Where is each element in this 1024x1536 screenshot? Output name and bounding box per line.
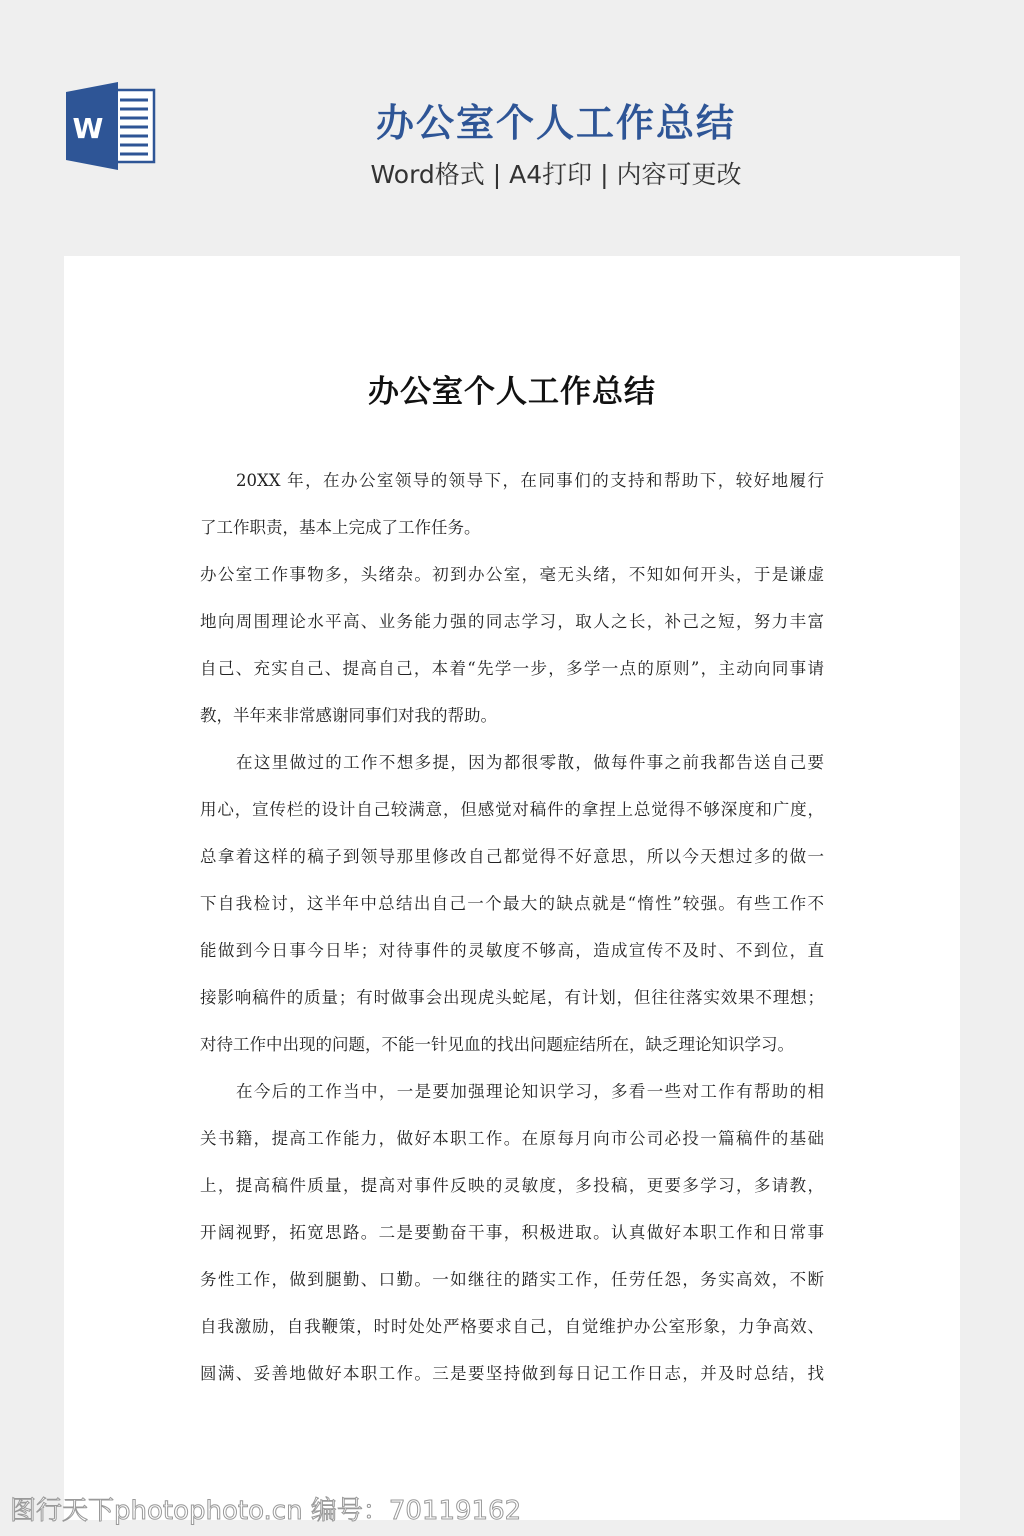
text-line: 上，提高稿件质量，提高对事件反映的灵敏度，多投稿，更要多学习，多请教， [200, 1176, 824, 1195]
word-icon-letter: W [72, 112, 104, 145]
text-line: 对待工作中出现的问题，不能一针见血的找出问题症结所在，缺乏理论知识学习。 [200, 1035, 794, 1054]
text-line: 关书籍，提高工作能力，做好本职工作。在原每月向市公司必投一篇稿件的基础 [200, 1129, 824, 1148]
text-line: 在这里做过的工作不想多提，因为都很零散，做每件事之前我都告送自己要 [236, 753, 824, 772]
text-line: 用心，宣传栏的设计自己较满意，但感觉对稿件的拿捏上总觉得不够深度和广度， [200, 800, 824, 819]
text-line: 自我激励，自我鞭策，时时处处严格要求自己，自觉维护办公室形象，力争高效、 [200, 1317, 824, 1336]
header-subtitle: Word格式 | A4打印 | 内容可更改 [370, 160, 742, 189]
text-line: 总拿着这样的稿子到领导那里修改自己都觉得不好意思，所以今天想过多的做一 [200, 847, 824, 866]
text-line: 下自我检讨，这半年中总结出自己一个最大的缺点就是“惰性”较强。有些工作不 [200, 894, 824, 913]
document-page [64, 256, 960, 1520]
header-title: 办公室个人工作总结 [375, 101, 736, 145]
text-line: 教，半年来非常感谢同事们对我的帮助。 [200, 706, 497, 725]
text-line: 圆满、妥善地做好本职工作。三是要坚持做到每日记工作日志，并及时总结，找 [200, 1364, 824, 1383]
paragraph [200, 1079, 824, 1408]
text-line: 了工作职责，基本上完成了工作任务。 [200, 518, 481, 537]
text-line: 务性工作，做到腿勤、口勤。一如继往的踏实工作，任劳任怨，务实高效，不断 [200, 1270, 824, 1289]
word-document-icon [64, 82, 156, 170]
text-line: 办公室工作事物多，头绪杂。初到办公室，毫无头绪，不知如何开头，于是谦虚 [200, 565, 824, 584]
text-line: 20XX 年，在办公室领导的领导下，在同事们的支持和帮助下，较好地履行 [236, 471, 824, 490]
document-body [200, 468, 824, 1408]
text-line: 能做到今日事今日毕；对待事件的灵敏度不够高，造成宣传不及时、不到位，直 [200, 941, 824, 960]
text-line: 自己、充实自己、提高自己，本着“先学一步，多学一点的原则”，主动向同事请 [200, 659, 824, 678]
paragraph [200, 468, 824, 562]
document-title: 办公室个人工作总结 [368, 374, 656, 410]
text-line: 在今后的工作当中，一是要加强理论知识学习，多看一些对工作有帮助的相 [236, 1082, 824, 1101]
text-line: 地向周围理论水平高、业务能力强的同志学习，取人之长，补己之短，努力丰富 [200, 612, 824, 631]
paragraph [200, 750, 824, 1079]
paragraph [200, 562, 824, 750]
text-line: 开阔视野，拓宽思路。二是要勤奋干事，积极进取。认真做好本职工作和日常事 [200, 1223, 824, 1242]
watermark: 图行天下photophoto.cn 编号：70119162 [10, 1496, 522, 1526]
text-line: 接影响稿件的质量；有时做事会出现虎头蛇尾，有计划，但往往落实效果不理想； [200, 988, 824, 1007]
